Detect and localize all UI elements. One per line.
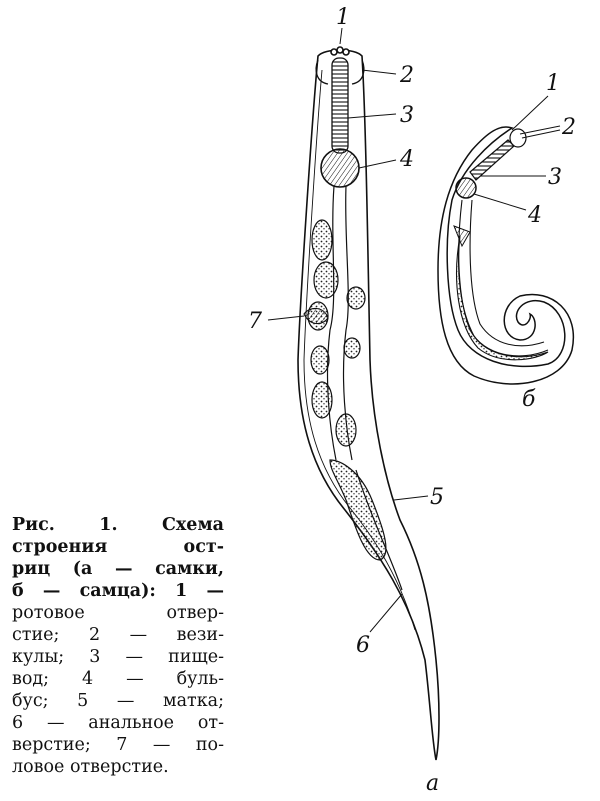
caption-line: бус; 5 — матка; <box>12 691 224 711</box>
female-label-4: 4 <box>400 147 414 172</box>
female-label-5: 5 <box>430 485 444 510</box>
caption-line: ротовое отвер- <box>12 603 224 623</box>
panel-label-female: а <box>426 771 440 796</box>
caption-line: Рис. 1. Схема <box>12 515 224 535</box>
male-label-2: 2 <box>562 115 576 140</box>
female-bulbus <box>321 149 359 187</box>
female-label-1: 1 <box>336 5 350 30</box>
caption-line: строения ост- <box>12 537 224 557</box>
caption-line: кулы; 3 — пище- <box>12 647 224 667</box>
caption-line: 6 — анальное от- <box>12 713 224 733</box>
male-label-4: 4 <box>528 203 542 228</box>
caption-line: ловое отверстие. <box>12 757 169 777</box>
caption-line: б — самца): 1 — <box>12 581 224 601</box>
panel-label-male: б <box>522 387 536 412</box>
caption-line: верстие; 7 — по- <box>12 735 224 755</box>
male-spicule <box>454 226 470 246</box>
female-label-2: 2 <box>400 63 414 88</box>
female-uterus <box>308 220 386 560</box>
female-label-3: 3 <box>400 103 414 128</box>
figure-caption <box>12 514 224 778</box>
male-label-1: 1 <box>546 71 560 96</box>
male-callouts <box>474 96 560 210</box>
female-label-7: 7 <box>248 309 262 334</box>
male-label-3: 3 <box>548 165 562 190</box>
female-oesophagus <box>332 58 348 153</box>
caption-line: вод; 4 — буль- <box>12 669 224 689</box>
caption-line: риц (а — самки, <box>12 559 224 579</box>
male-bulbus <box>456 178 476 198</box>
female-label-6: 6 <box>356 633 370 658</box>
caption-line: стие; 2 — вези- <box>12 625 224 645</box>
